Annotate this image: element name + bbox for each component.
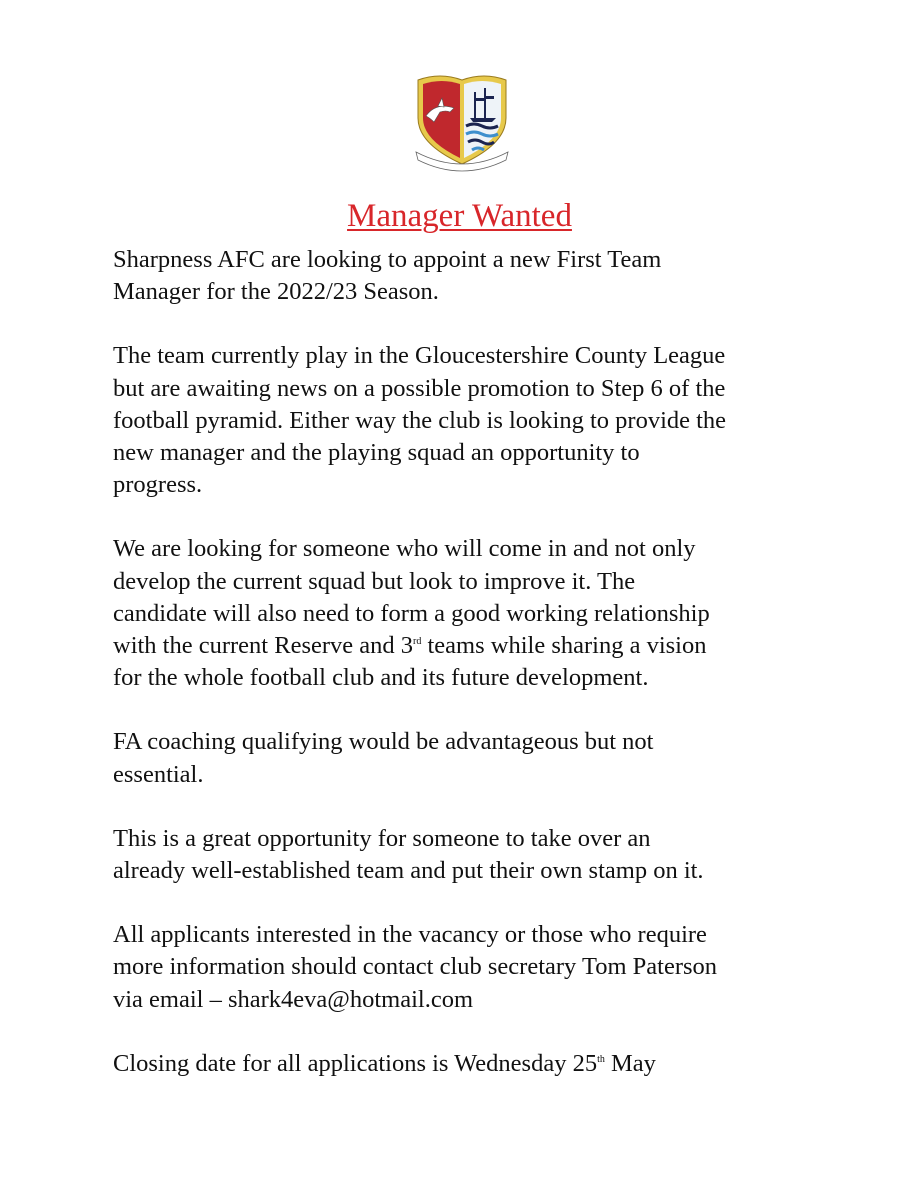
club-crest-icon: [410, 72, 514, 174]
paragraph-contact: All applicants interested in the vacancy or those who require more information should contact club secretary Tom Paterson via email – shark4eva@hotmail.com: [113, 921, 718, 1013]
paragraph-opportunity: This is a great opportunity for someone to take over an already well-established team and put their own stamp on it.: [113, 824, 704, 885]
closing-date-text: Closing date for all applications is Wednesday 25: [113, 1049, 598, 1077]
paragraph-requirements-part-1: We are looking for someone who will come in and not only develop the current squad but look to improve it. The candidate will also need to form a good working relationship with the current Reserve and 3: [113, 535, 710, 660]
page-title: Manager Wanted: [347, 198, 572, 234]
paragraph-league: The team currently play in the Gloucestershire County League but are awaiting news on a possible promotion to Step 6 of the football pyramid. Either way the club is looking to provide the new manager and the playing squad an opportunity to progress.: [113, 342, 727, 499]
paragraph-requirements-part-2: teams while sharing a vision for the whole football club and its future development.: [113, 632, 707, 692]
paragraph-closing-date: [113, 1048, 833, 1080]
paragraph-intro: Sharpness AFC are looking to appoint a new First Team Manager for the 2022/23 Season.: [113, 246, 662, 306]
document-body: [113, 244, 833, 1080]
closing-date-month: May: [604, 1049, 656, 1077]
paragraph-requirements: [113, 533, 833, 694]
ordinal-suffix: th: [597, 1053, 605, 1065]
paragraph-qualifications: FA coaching qualifying would be advantageous but not essential.: [113, 728, 654, 788]
ordinal-suffix: rd: [413, 635, 422, 647]
